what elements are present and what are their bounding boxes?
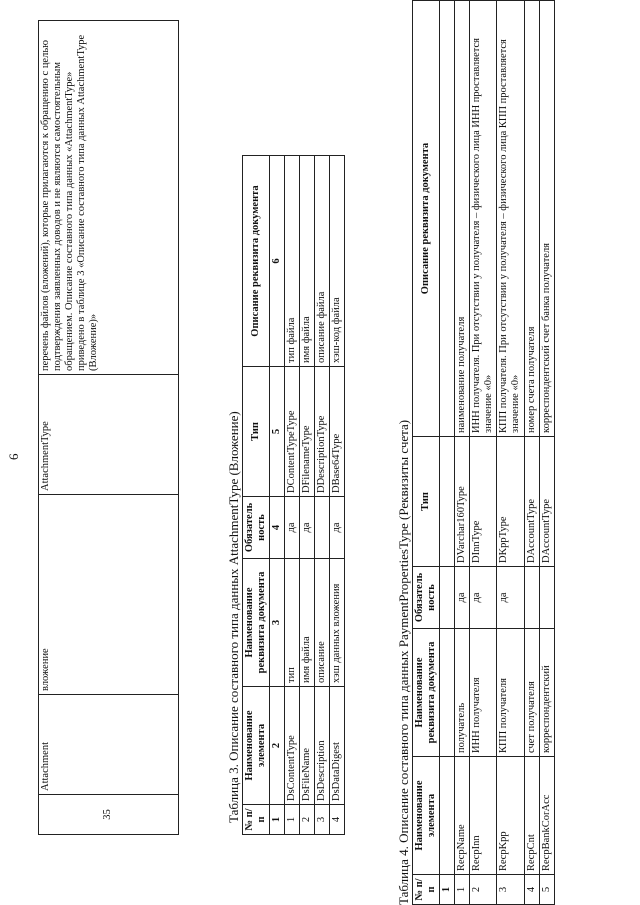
table-cell: имя файла: [300, 156, 315, 367]
table-cell: 5: [539, 875, 554, 905]
table-cell: DDescriptionType: [315, 367, 330, 497]
table-cell: [315, 497, 330, 559]
column-index: 2: [270, 687, 285, 805]
table4: [412, 0, 555, 905]
table3-caption: Таблица 3. Описание составного типа данных AttachmentType (Вложение): [226, 411, 241, 823]
table-cell: имя файла: [300, 559, 315, 687]
table-cell: хэш данных вложения: [330, 559, 345, 687]
column-index: [440, 757, 455, 875]
table-cell: счет получателя: [524, 629, 539, 757]
table-cell: 1: [455, 875, 470, 905]
table-cell: DsFileName: [300, 687, 315, 805]
table-cell: описание: [315, 559, 330, 687]
table-cell: RecpBankCorAcc: [539, 757, 554, 875]
table-cell: корреспондентский: [539, 629, 554, 757]
table-row: [470, 1, 497, 905]
table-cell: [524, 567, 539, 629]
table-cell: DVarchar160Type: [455, 437, 470, 567]
column-header: Наименование реквизита документа: [413, 629, 440, 757]
table-cell: да: [497, 567, 524, 629]
top-continuation-table: [38, 20, 179, 835]
column-header: Тип: [243, 367, 270, 497]
table-cell: 2: [470, 875, 497, 905]
column-header: Описание реквизита документа: [413, 1, 440, 437]
table-cell: 4: [330, 805, 345, 835]
table-cell: получатель: [455, 629, 470, 757]
column-index: 4: [270, 497, 285, 559]
table-cell: хэш-код файла: [330, 156, 345, 367]
table-cell: тип: [285, 559, 300, 687]
table-cell: RecpCnt: [524, 757, 539, 875]
column-header: Наименование элемента: [413, 757, 440, 875]
table-cell: КПП получателя: [497, 629, 524, 757]
column-header: Наименование элемента: [243, 687, 270, 805]
table-row: [285, 156, 300, 835]
table-cell: RecpName: [455, 757, 470, 875]
table-cell: DsContentType: [285, 687, 300, 805]
column-index: 6: [270, 156, 285, 367]
table-cell: да: [300, 497, 315, 559]
table-cell: ИНН получателя. При отсутствии у получателя – физического лица ИНН проставляется значение «0»: [470, 1, 497, 437]
column-index: [440, 567, 455, 629]
table-cell: DBase64Type: [330, 367, 345, 497]
column-index: 5: [270, 367, 285, 497]
table-cell: DAccountType: [524, 437, 539, 567]
column-header: Наименование реквизита документа: [243, 559, 270, 687]
table-cell: да: [285, 497, 300, 559]
index-row: [270, 156, 285, 835]
element-desc: вложение: [39, 495, 179, 695]
column-index: [440, 1, 455, 437]
table-cell: DInnType: [470, 437, 497, 567]
column-header: № п/п: [413, 875, 440, 905]
table-row: [315, 156, 330, 835]
row-number: 35: [39, 795, 179, 835]
table-row: [330, 156, 345, 835]
element-type: AttachmentType: [39, 375, 179, 495]
table-cell: ИНН получателя: [470, 629, 497, 757]
table-cell: DKppType: [497, 437, 524, 567]
table4-caption: Таблица 4. Описание составного типа данных PaymentPropertiesType (Реквизиты счета): [396, 419, 411, 905]
table-cell: DAccountType: [539, 437, 554, 567]
column-header: Тип: [413, 437, 440, 567]
table-row: [497, 1, 524, 905]
index-row: [440, 1, 455, 905]
header-row: [413, 1, 440, 905]
table-cell: DContentTypeType: [285, 367, 300, 497]
table-cell: 3: [315, 805, 330, 835]
table-cell: 2: [300, 805, 315, 835]
element-name: Attachment: [39, 695, 179, 795]
table-cell: да: [330, 497, 345, 559]
table-row: [455, 1, 470, 905]
column-index: 1: [270, 805, 285, 835]
table-row: [39, 21, 179, 835]
table-cell: номер счета получателя: [524, 1, 539, 437]
page-number: 6: [6, 453, 21, 460]
table3: [242, 155, 345, 835]
column-index: [440, 437, 455, 567]
table-row: [539, 1, 554, 905]
table-cell: 3: [497, 875, 524, 905]
table-cell: тип файла: [285, 156, 300, 367]
header-row: [243, 156, 270, 835]
column-index: [440, 629, 455, 757]
table-cell: да: [455, 567, 470, 629]
table-cell: DsDescription: [315, 687, 330, 805]
table-cell: [539, 567, 554, 629]
column-index: 3: [270, 559, 285, 687]
column-header: Описание реквизита документа: [243, 156, 270, 367]
table-cell: КПП получателя. При отсутствии у получателя – физического лица КПП проставляется значение «0»: [497, 1, 524, 437]
table-cell: DsDataDigest: [330, 687, 345, 805]
column-index: 1: [440, 875, 455, 905]
table-cell: 1: [285, 805, 300, 835]
column-header: Обязатель ность: [413, 567, 440, 629]
table-cell: да: [470, 567, 497, 629]
table-row: [300, 156, 315, 835]
table-cell: RecpKpp: [497, 757, 524, 875]
column-header: Обязатель ность: [243, 497, 270, 559]
table-cell: DFilenameType: [300, 367, 315, 497]
table-cell: наименование получателя: [455, 1, 470, 437]
table-cell: описание файла: [315, 156, 330, 367]
column-header: № п/п: [243, 805, 270, 835]
table-cell: 4: [524, 875, 539, 905]
table-cell: корреспондентский счет банка получателя: [539, 1, 554, 437]
table-cell: RecpInn: [470, 757, 497, 875]
element-text: перечень файлов (вложений), которые прилагаются к обращению с целью подтверждения заявленных доводов и не являются самостоятельным обращением. Описание составного типа данных «AttachmentType» приведено в таблице 3 «Описание составного типа данных AttachmentType (Вложение)»: [39, 21, 179, 375]
table-row: [524, 1, 539, 905]
